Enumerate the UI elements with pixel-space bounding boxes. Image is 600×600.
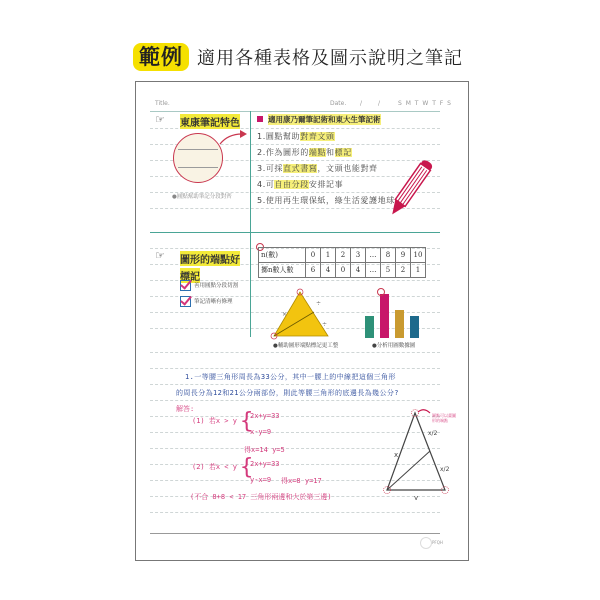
check-item-2: 筆記清晰有條理 (180, 296, 233, 307)
title-label: Title. (155, 100, 170, 107)
arrow-icon (218, 128, 248, 148)
problem-line-1: 1.一等腰三角形周長為33公分，其中一腰上的中線把這個三角形 (185, 373, 396, 381)
date-sep-2: / (378, 100, 381, 107)
date-sep-1: / (360, 100, 363, 107)
case2-result: 得x=8 y=17 (281, 477, 322, 485)
table-row: 擲n數人數 6 4 0 4 … 5 2 1 (259, 263, 426, 278)
page-header (133, 42, 463, 72)
svg-text:y: y (414, 494, 419, 500)
feature-item-5: 5.使用再生環保紙，綠生活愛護地球 (257, 196, 395, 205)
pointing-hand-icon: ☞ (155, 249, 165, 262)
page-number-circle (420, 537, 432, 549)
check-item-1: 善用圓點分段切割 (180, 280, 238, 291)
table-row: n(數) 0 1 2 3 … 8 9 10 (259, 248, 426, 263)
date-label: Date. (330, 100, 347, 107)
problem-line-2: 的周長分為12和21公分兩部份，則此等腰三角形的底邊長為幾公分? (176, 389, 399, 397)
bar-1 (365, 316, 374, 338)
weekdays: S M T W T F S (398, 100, 452, 107)
bullet-square-icon (257, 116, 263, 122)
svg-text:×: × (282, 311, 288, 318)
yellow-triangle-diagram (270, 288, 340, 340)
pencil-icon (385, 152, 435, 227)
feature-item-4: 4.可自由分段安排記事 (257, 180, 344, 189)
svg-text:x: x (394, 451, 399, 459)
triangle-caption: ●輔助圖形端點標記更工整 (273, 343, 339, 349)
bar-4 (410, 316, 419, 338)
bar-chart (365, 292, 425, 338)
footer-mark: PFQH (432, 540, 443, 545)
data-table (258, 247, 426, 278)
section1-title: 東康筆記特色 (180, 114, 240, 129)
answer-label: 解答: (176, 405, 195, 413)
brace-1: { (240, 409, 254, 434)
feature-item-3: 3.可採直式書寫，文頭也能對齊 (257, 164, 378, 173)
bar-2 (380, 294, 389, 338)
pointing-hand-icon: ☞ (155, 113, 165, 126)
feature-item-2: 2.作為圖形的端點和標記 (257, 148, 352, 157)
header-title: 適用各種表格及圖示說明之筆記 (197, 48, 463, 69)
case1-label: (1) 若x > y (192, 417, 237, 425)
svg-text:÷: ÷ (316, 300, 322, 307)
checkbox-checked (180, 280, 191, 291)
section1-heading: 適用康乃爾筆記術和東大生筆記術 (268, 115, 381, 124)
feature-item-1: 1.圓點幫助對齊文頭 (257, 132, 335, 141)
bar-caption: ●分析用圖數據圖 (372, 343, 416, 349)
case1-eq1: 2x+y=33 (250, 412, 280, 420)
dot-grid-circle (173, 133, 223, 183)
example-badge: 範例 (133, 43, 189, 71)
case2-label: (2) 若x < y (192, 463, 237, 471)
case2-eq2: y-x=9 (250, 476, 272, 484)
conclusion: (不合 8+8 < 17 三角形兩邊和大於第三邊) (190, 493, 332, 501)
section2-title-line2: 標記 (180, 268, 200, 283)
endpoint-note: 圓點可以畫圖形的端點 (432, 413, 456, 423)
brace-2: { (240, 455, 254, 480)
case2-eq1: 2x+y=33 (250, 460, 280, 468)
circle-caption: ●圓點幫助筆記分段對齊 (172, 194, 232, 200)
svg-text:÷: ÷ (322, 321, 328, 328)
case1-result: 得x=14 y=5 (244, 446, 285, 454)
svg-text:x/2: x/2 (440, 466, 450, 473)
checkbox-checked (180, 296, 191, 307)
svg-text:x/2: x/2 (428, 430, 438, 437)
column-divider (250, 111, 251, 337)
section2-title-line1: 圖形的端點好 (180, 251, 240, 266)
case1-eq2: x-y=9 (250, 428, 272, 436)
bar-3 (395, 310, 404, 338)
